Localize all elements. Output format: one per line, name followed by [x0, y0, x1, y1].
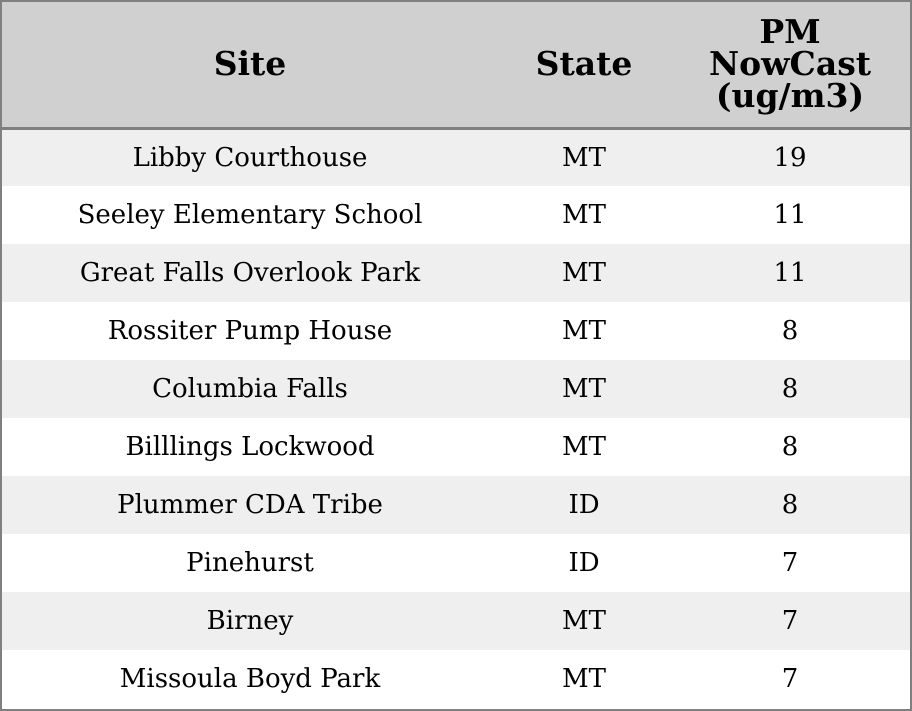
cell-site: Birney — [206, 606, 294, 636]
cell-site: Seeley Elementary School — [77, 200, 423, 230]
cell-state: MT — [562, 200, 606, 230]
table-row — [2, 244, 910, 302]
cell-pm-nowcast: 8 — [781, 374, 799, 404]
table-row — [2, 186, 910, 244]
table-row — [2, 360, 910, 418]
cell-site: Missoula Boyd Park — [119, 664, 381, 694]
cell-pm-nowcast: 8 — [781, 432, 799, 462]
header-site — [2, 2, 498, 128]
table-row — [2, 534, 910, 592]
cell-pm-nowcast: 7 — [781, 606, 799, 636]
table-row — [2, 302, 910, 360]
table-header — [2, 2, 910, 128]
cell-state: ID — [568, 490, 600, 520]
cell-pm-nowcast: 8 — [781, 316, 799, 346]
header-state-line: State — [535, 44, 633, 84]
cell-state: MT — [562, 258, 606, 288]
header-row — [2, 2, 910, 128]
cell-state: MT — [562, 316, 606, 346]
cell-site: Pinehurst — [186, 548, 314, 578]
cell-state: MT — [562, 664, 606, 694]
pm-nowcast-table — [2, 2, 910, 708]
cell-site: Libby Courthouse — [132, 142, 368, 173]
table-row — [2, 128, 910, 186]
cell-site: Great Falls Overlook Park — [79, 258, 421, 288]
header-site-line: Site — [213, 44, 287, 84]
cell-state: MT — [562, 142, 606, 173]
header-pm-nowcast — [670, 2, 910, 128]
cell-site: Rossiter Pump House — [107, 316, 393, 346]
cell-state: MT — [562, 606, 606, 636]
cell-state: MT — [562, 374, 606, 404]
cell-pm-nowcast: 19 — [773, 142, 807, 173]
cell-pm-nowcast: 11 — [773, 258, 807, 288]
cell-pm-nowcast: 11 — [773, 200, 807, 230]
table-row — [2, 592, 910, 650]
cell-site: Billlings Lockwood — [125, 432, 375, 462]
table-row — [2, 650, 910, 708]
table-body — [2, 128, 910, 708]
cell-state: MT — [562, 432, 606, 462]
header-pm-line-3: (ug/m3) — [715, 76, 865, 116]
cell-state: ID — [568, 548, 600, 578]
cell-pm-nowcast: 7 — [781, 548, 799, 578]
table-row — [2, 476, 910, 534]
cell-pm-nowcast: 8 — [781, 490, 799, 520]
cell-site: Columbia Falls — [152, 374, 348, 404]
cell-pm-nowcast: 7 — [781, 664, 799, 694]
header-pm-line-1: PM — [759, 12, 821, 52]
cell-site: Plummer CDA Tribe — [117, 490, 383, 520]
header-pm-line-2: NowCast — [708, 44, 872, 84]
header-state — [498, 2, 670, 128]
table-row — [2, 418, 910, 476]
